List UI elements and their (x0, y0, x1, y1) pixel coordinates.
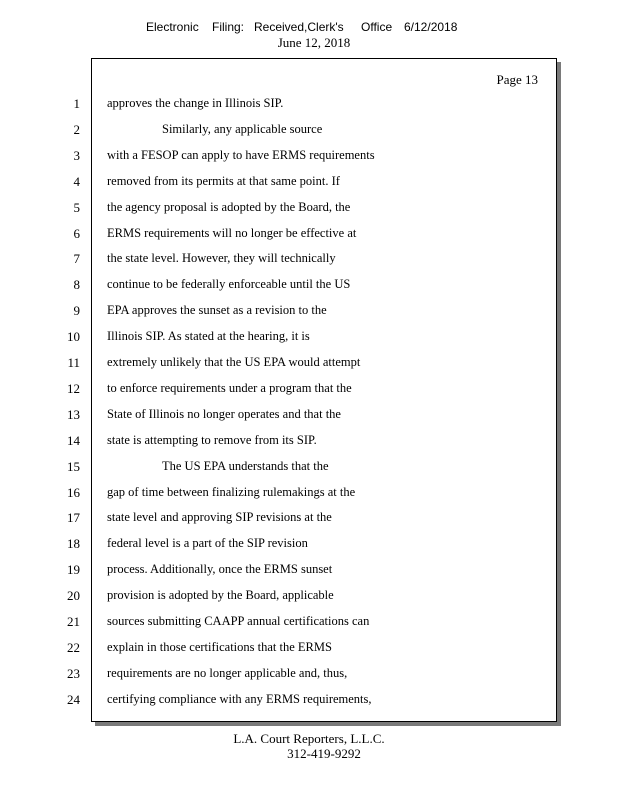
line-text: gap of time between finalizing rulemakings at the (107, 485, 356, 499)
line-number: 5 (73, 200, 80, 215)
line-text: state is attempting to remove from its SIP. (107, 433, 317, 447)
hearing-date: June 12, 2018 (277, 35, 351, 50)
line-number: 22 (67, 640, 80, 655)
line-number: 15 (67, 459, 80, 474)
line-number: 20 (67, 588, 80, 603)
line-text: state level and approving SIP revisions at the (107, 510, 332, 524)
reporter-name: L.A. Court Reporters, L.L.C. (233, 731, 385, 746)
line-text: extremely unlikely that the US EPA would attempt (107, 355, 361, 369)
line-number: 8 (73, 277, 80, 292)
line-number: 3 (73, 148, 80, 163)
line-number: 10 (67, 329, 80, 344)
line-text: removed from its permits at that same point. If (107, 174, 340, 188)
line-text: with a FESOP can apply to have ERMS requirements (107, 148, 375, 162)
page-number: Page 13 (496, 72, 538, 87)
filing-date: 6/12/2018 (404, 20, 458, 34)
line-number: 17 (67, 510, 80, 525)
line-text: sources submitting CAAPP annual certifications can (107, 614, 370, 628)
line-number: 21 (67, 614, 80, 629)
line-text: explain in those certifications that the ERMS (107, 640, 332, 654)
line-number: 16 (67, 485, 80, 500)
line-number: 19 (67, 562, 80, 577)
line-number: 7 (73, 251, 80, 266)
line-text: ERMS requirements will no longer be effective at (107, 226, 357, 240)
line-text: Illinois SIP. As stated at the hearing, it is (107, 329, 310, 343)
line-text: approves the change in Illinois SIP. (107, 96, 284, 110)
line-text: Similarly, any applicable source (162, 122, 323, 136)
line-text: State of Illinois no longer operates and that the (107, 407, 341, 421)
line-text: requirements are no longer applicable and, thus, (107, 666, 348, 680)
line-text: certifying compliance with any ERMS requirements, (107, 692, 372, 706)
line-text: provision is adopted by the Board, applicable (107, 588, 334, 602)
line-number: 12 (67, 381, 80, 396)
line-number: 11 (67, 355, 80, 370)
line-number: 24 (67, 692, 80, 707)
line-number: 1 (73, 96, 80, 111)
line-text: the agency proposal is adopted by the Board, the (107, 200, 351, 214)
filing-filing: Filing: (212, 20, 245, 34)
reporter-phone: 312-419-9292 (287, 746, 361, 761)
footer (0, 731, 618, 761)
line-number: 4 (73, 174, 80, 189)
filing-office: Office (361, 20, 393, 34)
line-number: 23 (67, 666, 80, 681)
line-number: 2 (73, 122, 80, 137)
line-text: The US EPA understands that the (162, 459, 329, 473)
line-number: 13 (67, 407, 80, 422)
line-text: EPA approves the sunset as a revision to the (107, 303, 327, 317)
line-text: continue to be federally enforceable until the US (107, 277, 351, 291)
line-number: 14 (67, 433, 80, 448)
filing-received: Received,Clerk's (254, 20, 344, 34)
line-text: to enforce requirements under a program that the (107, 381, 352, 395)
line-text: process. Additionally, once the ERMS sunset (107, 562, 333, 576)
line-number: 6 (73, 226, 80, 241)
line-number: 9 (73, 303, 80, 318)
line-text: the state level. However, they will technically (107, 251, 336, 265)
line-text: federal level is a part of the SIP revision (107, 536, 308, 550)
filing-electronic: Electronic (146, 20, 199, 34)
line-number: 18 (67, 536, 80, 551)
